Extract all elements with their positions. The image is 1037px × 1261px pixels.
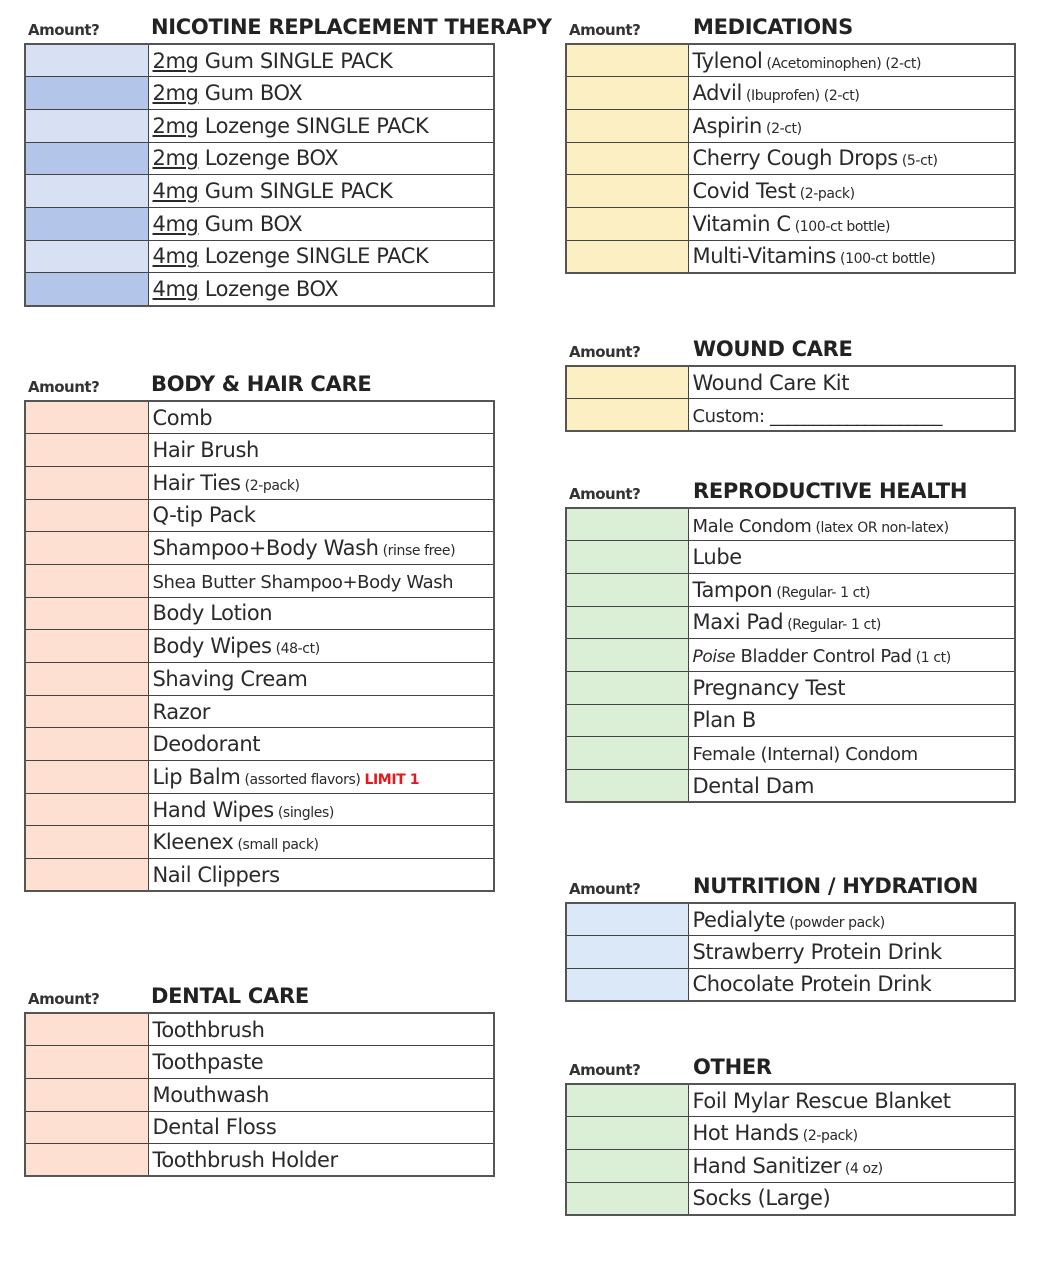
item-label — [688, 737, 1015, 770]
item-name: Male Condom — [692, 515, 812, 537]
table-row — [566, 508, 1015, 541]
table-row — [25, 597, 494, 630]
item-name: Aspirin — [692, 113, 762, 138]
table-row — [25, 401, 494, 434]
amount-input[interactable] — [25, 434, 148, 467]
amount-input[interactable] — [566, 573, 688, 606]
item-label — [688, 671, 1015, 704]
item-label — [148, 532, 494, 565]
table-row — [566, 573, 1015, 606]
amount-input[interactable] — [566, 671, 688, 704]
amount-input[interactable] — [25, 663, 148, 696]
table-row — [25, 142, 494, 175]
item-name: Shampoo+Body Wash — [152, 536, 379, 561]
table-row — [566, 109, 1015, 142]
item-note: (Ibuprofen) (2-ct) — [741, 88, 860, 105]
amount-input[interactable] — [25, 44, 148, 77]
table-row — [566, 671, 1015, 704]
item-label — [688, 109, 1015, 142]
amount-input[interactable] — [566, 77, 688, 110]
item-name: Tylenol — [692, 48, 763, 73]
item-label — [148, 44, 494, 77]
amount-input[interactable] — [566, 704, 688, 737]
item-name: Cherry Cough Drops — [692, 146, 898, 171]
limit-badge: LIMIT 1 — [364, 771, 420, 788]
item-label — [688, 240, 1015, 273]
item-name: Socks (Large) — [692, 1186, 831, 1211]
table-row — [566, 77, 1015, 110]
dose-label: 2mg — [152, 113, 199, 138]
nutrition-table — [565, 902, 1016, 1002]
amount-label: Amount? — [569, 880, 641, 898]
item-note: (assorted flavors) — [240, 771, 365, 788]
item-label — [148, 1111, 494, 1144]
table-row — [25, 273, 494, 306]
table-row — [566, 936, 1015, 969]
item-label — [688, 142, 1015, 175]
item-name: Lube — [692, 545, 742, 570]
item-label — [148, 207, 494, 240]
section-body-hair — [24, 370, 495, 892]
amount-input[interactable] — [25, 1111, 148, 1144]
item-label — [148, 109, 494, 142]
table-row — [566, 737, 1015, 770]
section-title: OTHER — [693, 1055, 772, 1079]
item-name: Hair Ties — [152, 470, 241, 495]
item-name: Custom: ____________________ — [692, 405, 943, 427]
amount-label: Amount? — [28, 21, 100, 39]
item-name: Hand Sanitizer — [692, 1153, 841, 1178]
item-note: (rinse free) — [378, 543, 456, 560]
item-note: (2-pack) — [795, 186, 855, 203]
amount-input[interactable] — [25, 761, 148, 794]
item-label — [148, 564, 494, 597]
amount-input[interactable] — [566, 240, 688, 273]
table-row — [25, 499, 494, 532]
amount-label: Amount? — [569, 1061, 641, 1079]
reproductive-table — [565, 507, 1016, 803]
item-name: Comb — [152, 405, 213, 430]
item-name: Lozenge SINGLE PACK — [198, 244, 429, 269]
section-title: NUTRITION / HYDRATION — [693, 874, 979, 898]
item-name: Shaving Cream — [152, 666, 308, 691]
item-note: (4 oz) — [840, 1160, 883, 1177]
item-label — [688, 573, 1015, 606]
item-name: Kleenex — [152, 830, 234, 855]
section-title: WOUND CARE — [693, 337, 853, 361]
dental-table — [24, 1012, 495, 1177]
amount-input[interactable] — [566, 1117, 688, 1150]
item-name: Dental Floss — [152, 1115, 277, 1140]
item-note: (2-pack) — [798, 1128, 858, 1145]
amount-input[interactable] — [25, 564, 148, 597]
item-label — [688, 77, 1015, 110]
item-label — [688, 770, 1015, 803]
dose-label: 2mg — [152, 81, 199, 106]
amount-input[interactable] — [25, 597, 148, 630]
dose-label: 2mg — [152, 48, 199, 73]
item-label — [688, 207, 1015, 240]
item-note: (powder pack) — [785, 914, 885, 931]
section-title: REPRODUCTIVE HEALTH — [693, 479, 968, 503]
item-label — [148, 240, 494, 273]
item-name: Q-tip Pack — [152, 503, 256, 528]
amount-label: Amount? — [28, 990, 100, 1008]
item-note: (5-ct) — [897, 153, 938, 170]
table-row — [566, 207, 1015, 240]
amount-input[interactable] — [25, 499, 148, 532]
amount-input[interactable] — [25, 1046, 148, 1079]
item-label — [148, 1144, 494, 1177]
item-name: Hot Hands — [692, 1121, 799, 1146]
item-label — [688, 639, 1015, 672]
item-label — [148, 859, 494, 892]
item-name: Gum SINGLE PACK — [198, 48, 393, 73]
item-name: Wound Care Kit — [692, 370, 850, 395]
amount-input[interactable] — [25, 175, 148, 208]
table-row — [566, 903, 1015, 936]
table-row — [566, 1182, 1015, 1215]
dose-label: 4mg — [152, 276, 199, 301]
table-row — [566, 1117, 1015, 1150]
item-label — [688, 44, 1015, 77]
item-label — [688, 1117, 1015, 1150]
amount-input[interactable] — [25, 240, 148, 273]
amount-input[interactable] — [566, 1149, 688, 1182]
amount-input[interactable] — [566, 366, 688, 399]
table-row — [566, 240, 1015, 273]
amount-input[interactable] — [566, 936, 688, 969]
item-label — [148, 401, 494, 434]
item-label — [148, 630, 494, 663]
item-note: (small pack) — [233, 837, 319, 854]
table-row — [25, 761, 494, 794]
item-label — [148, 77, 494, 110]
dose-label: 4mg — [152, 211, 199, 236]
dose-label: 2mg — [152, 146, 199, 171]
section-nutrition — [565, 872, 1016, 1002]
item-label — [148, 695, 494, 728]
section-title: BODY & HAIR CARE — [151, 372, 372, 396]
table-row — [25, 1111, 494, 1144]
brand-label: Poise — [692, 647, 736, 668]
amount-input[interactable] — [25, 532, 148, 565]
item-label — [148, 826, 494, 859]
table-row — [25, 466, 494, 499]
table-row — [566, 704, 1015, 737]
amount-input[interactable] — [25, 77, 148, 110]
item-note: (singles) — [273, 804, 334, 821]
table-row — [25, 207, 494, 240]
item-note: (2-pack) — [240, 477, 300, 494]
table-row — [25, 434, 494, 467]
item-label — [148, 1013, 494, 1046]
amount-input[interactable] — [25, 273, 148, 306]
item-name: Lip Balm — [152, 764, 241, 789]
item-label — [688, 175, 1015, 208]
table-row — [566, 606, 1015, 639]
table-row — [25, 663, 494, 696]
item-name: Shea Butter Shampoo+Body Wash — [152, 571, 454, 593]
section-other — [565, 1053, 1016, 1216]
item-name: Strawberry Protein Drink — [692, 940, 942, 965]
item-name: Hand Wipes — [152, 797, 274, 822]
item-name: Nail Clippers — [152, 862, 280, 887]
item-name: Toothbrush Holder — [152, 1147, 338, 1172]
table-row — [25, 1078, 494, 1111]
item-name: Lozenge SINGLE PACK — [198, 113, 429, 138]
item-name: Hair Brush — [152, 438, 259, 463]
item-name: Dental Dam — [692, 773, 815, 798]
item-name: Bladder Control Pad — [735, 646, 912, 668]
item-name: Lozenge BOX — [198, 146, 339, 171]
amount-label: Amount? — [28, 378, 100, 396]
table-row — [566, 541, 1015, 574]
dose-label: 4mg — [152, 179, 199, 204]
item-name: Deodorant — [152, 732, 261, 757]
item-label — [148, 499, 494, 532]
other-table — [565, 1083, 1016, 1216]
item-name: Plan B — [692, 708, 756, 733]
amount-label: Amount? — [569, 485, 641, 503]
item-name: Pregnancy Test — [692, 675, 846, 700]
amount-input[interactable] — [566, 44, 688, 77]
item-label — [148, 142, 494, 175]
nrt-table — [24, 43, 495, 307]
item-label — [148, 728, 494, 761]
item-label — [688, 1084, 1015, 1117]
item-label — [688, 1149, 1015, 1182]
amount-input[interactable] — [566, 770, 688, 803]
amount-input[interactable] — [566, 175, 688, 208]
item-label — [688, 366, 1015, 399]
section-dental — [24, 982, 495, 1177]
item-label — [148, 597, 494, 630]
item-label — [688, 903, 1015, 936]
item-label — [148, 793, 494, 826]
item-label — [688, 508, 1015, 541]
body-hair-table — [24, 400, 495, 892]
item-label — [148, 1078, 494, 1111]
item-label — [688, 399, 1015, 432]
item-label — [688, 1182, 1015, 1215]
amount-input[interactable] — [566, 109, 688, 142]
item-label — [148, 273, 494, 306]
amount-label: Amount? — [569, 343, 641, 361]
table-row — [25, 695, 494, 728]
amount-input[interactable] — [25, 859, 148, 892]
amount-input[interactable] — [25, 466, 148, 499]
amount-input[interactable] — [25, 1013, 148, 1046]
section-title: DENTAL CARE — [151, 984, 309, 1008]
item-name: Covid Test — [692, 179, 796, 204]
amount-input[interactable] — [25, 728, 148, 761]
wound-table — [565, 365, 1016, 432]
table-row — [25, 175, 494, 208]
section-title: NICOTINE REPLACEMENT THERAPY — [151, 15, 552, 39]
amount-input[interactable] — [566, 606, 688, 639]
amount-input[interactable] — [25, 1078, 148, 1111]
amount-input[interactable] — [25, 109, 148, 142]
item-note: (48-ct) — [271, 641, 320, 658]
item-label — [148, 434, 494, 467]
table-row — [25, 1144, 494, 1177]
table-row — [25, 1046, 494, 1079]
section-nrt — [24, 13, 552, 307]
item-label — [688, 704, 1015, 737]
table-row — [566, 770, 1015, 803]
medications-table — [565, 43, 1016, 274]
table-row — [566, 639, 1015, 672]
table-row — [25, 859, 494, 892]
table-row — [25, 240, 494, 273]
table-row — [566, 44, 1015, 77]
item-note: (Acetominophen) (2-ct) — [762, 55, 922, 72]
table-row — [25, 1013, 494, 1046]
item-name: Multi-Vitamins — [692, 244, 836, 269]
section-wound — [565, 335, 1016, 432]
item-label — [688, 968, 1015, 1001]
table-row — [25, 630, 494, 663]
item-name: Razor — [152, 699, 211, 724]
table-row — [566, 142, 1015, 175]
item-name: Female (Internal) Condom — [692, 744, 918, 766]
item-name: Body Lotion — [152, 601, 273, 626]
table-row — [25, 793, 494, 826]
item-note: (Regular- 1 ct) — [772, 584, 871, 601]
amount-input[interactable] — [25, 793, 148, 826]
item-name: Maxi Pad — [692, 610, 784, 635]
amount-input[interactable] — [566, 508, 688, 541]
item-note: (100-ct bottle) — [790, 218, 891, 235]
section-medications — [565, 13, 1016, 274]
table-row — [566, 366, 1015, 399]
item-label — [148, 175, 494, 208]
amount-input[interactable] — [566, 968, 688, 1001]
amount-input[interactable] — [566, 399, 688, 432]
item-name: Tampon — [692, 577, 773, 602]
amount-input[interactable] — [25, 401, 148, 434]
item-label — [148, 761, 494, 794]
amount-label: Amount? — [569, 21, 641, 39]
amount-input[interactable] — [25, 207, 148, 240]
item-name: Gum BOX — [198, 81, 303, 106]
table-row — [566, 175, 1015, 208]
item-label — [688, 606, 1015, 639]
amount-input[interactable] — [566, 903, 688, 936]
table-row — [25, 109, 494, 142]
table-row — [25, 826, 494, 859]
item-label — [688, 936, 1015, 969]
item-name: Chocolate Protein Drink — [692, 972, 932, 997]
amount-input[interactable] — [25, 826, 148, 859]
item-name: Foil Mylar Rescue Blanket — [692, 1088, 951, 1113]
item-name: Gum BOX — [198, 211, 303, 236]
table-row — [25, 564, 494, 597]
amount-input[interactable] — [566, 207, 688, 240]
item-note: (latex OR non-latex) — [811, 519, 949, 536]
item-name: Vitamin C — [692, 211, 791, 236]
item-label — [148, 466, 494, 499]
amount-input[interactable] — [25, 695, 148, 728]
item-name: Lozenge BOX — [198, 276, 339, 301]
item-note: (2-ct) — [761, 120, 802, 137]
section-reproductive — [565, 477, 1016, 803]
item-name: Body Wipes — [152, 634, 272, 659]
amount-input[interactable] — [25, 630, 148, 663]
item-name: Toothbrush — [152, 1017, 265, 1042]
item-name: Pedialyte — [692, 907, 786, 932]
dose-label: 4mg — [152, 244, 199, 269]
amount-input[interactable] — [566, 1182, 688, 1215]
table-row — [25, 44, 494, 77]
table-row — [566, 1084, 1015, 1117]
amount-input[interactable] — [566, 1084, 688, 1117]
item-name: Advil — [692, 81, 742, 106]
item-label — [688, 541, 1015, 574]
section-title: MEDICATIONS — [693, 15, 853, 39]
amount-input[interactable] — [25, 142, 148, 175]
table-row — [566, 968, 1015, 1001]
item-name: Mouthwash — [152, 1082, 270, 1107]
table-row — [25, 532, 494, 565]
item-note: (100-ct bottle) — [835, 251, 936, 268]
amount-input[interactable] — [566, 142, 688, 175]
table-row — [566, 399, 1015, 432]
table-row — [566, 1149, 1015, 1182]
item-note: (1 ct) — [911, 650, 951, 667]
item-name: Toothpaste — [152, 1050, 264, 1075]
table-row — [25, 728, 494, 761]
item-note: (Regular- 1 ct) — [783, 617, 881, 634]
item-name: Gum SINGLE PACK — [198, 179, 393, 204]
amount-input[interactable] — [25, 1144, 148, 1177]
item-label — [148, 1046, 494, 1079]
table-row — [25, 77, 494, 110]
item-label — [148, 663, 494, 696]
amount-input[interactable] — [566, 737, 688, 770]
amount-input[interactable] — [566, 639, 688, 672]
amount-input[interactable] — [566, 541, 688, 574]
